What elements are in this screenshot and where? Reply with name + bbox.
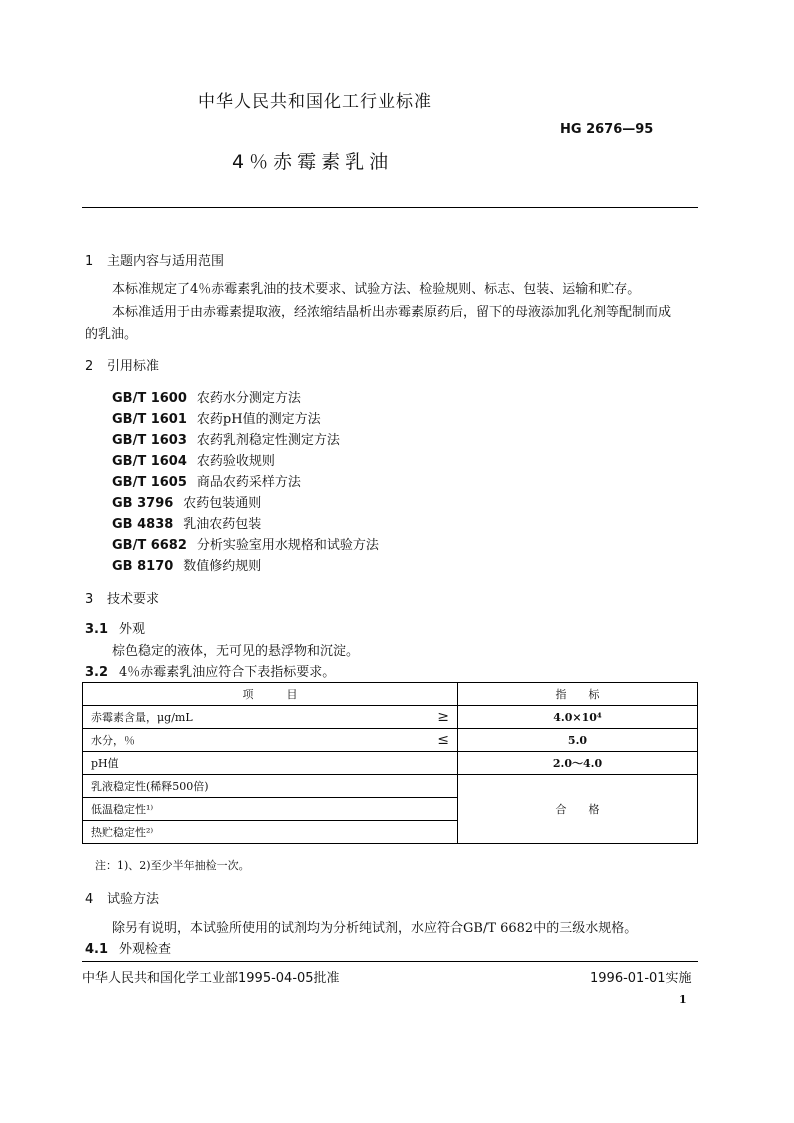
subsection-title: 外观检查: [119, 942, 172, 957]
row-value: 5.0: [458, 729, 698, 752]
section-number: 4: [85, 892, 94, 907]
row-value: 4.0×10⁴: [458, 706, 698, 729]
row-value: 2.0～4.0: [458, 752, 698, 775]
page-number: 1: [679, 993, 687, 1006]
reference-name: 农药验收规则: [196, 454, 275, 469]
reference-item: [112, 408, 321, 427]
subsection-4-1-heading: [85, 938, 171, 957]
subsection-text: 4％赤霉素乳油应符合下表指标要求。: [119, 665, 336, 680]
table-row: [83, 706, 698, 729]
section-number: 2: [85, 359, 94, 374]
reference-name: 农药水分测定方法: [196, 391, 301, 406]
row-item: [83, 821, 458, 844]
row-label: 低温稳定性¹⁾: [91, 803, 154, 816]
reference-name: 乳油农药包装: [183, 517, 262, 532]
reference-code: GB 8170: [112, 559, 174, 574]
reference-name: 分析实验室用水规格和试验方法: [196, 538, 379, 553]
reference-code: GB/T 1605: [112, 475, 187, 490]
table-row: [83, 729, 698, 752]
section-number: 3: [85, 592, 94, 607]
reference-name: 农药包装通则: [183, 496, 262, 511]
issuing-organization: 中华人民共和国化工行业标准: [198, 92, 432, 112]
table-row: [83, 752, 698, 775]
row-label: 赤霉素含量，μg/mL: [91, 711, 193, 724]
row-item: [83, 775, 458, 798]
section-3-heading: [85, 588, 159, 607]
reference-code: GB/T 1601: [112, 412, 187, 427]
reference-name: 数值修约规则: [183, 559, 262, 574]
merged-value: 合 格: [458, 775, 698, 844]
section-number: 1: [85, 254, 94, 269]
row-item: [83, 706, 458, 729]
header-item: 项 目: [83, 683, 458, 706]
reference-code: GB/T 6682: [112, 538, 187, 553]
section-1-heading: [85, 250, 224, 269]
reference-code: GB 4838: [112, 517, 174, 532]
header-index: 指 标: [458, 683, 698, 706]
table-header-row: [83, 683, 698, 706]
reference-item: [112, 513, 261, 532]
section-title: 技术要求: [107, 592, 160, 607]
reference-code: GB/T 1603: [112, 433, 187, 448]
reference-code: GB/T 1600: [112, 391, 187, 406]
subsection-number: 3.1: [85, 622, 109, 637]
reference-code: GB/T 1604: [112, 454, 187, 469]
subsection-3-1-heading: [85, 618, 145, 637]
reference-code: GB 3796: [112, 496, 174, 511]
section-title: 主题内容与适用范围: [107, 254, 225, 269]
reference-item: [112, 429, 340, 448]
reference-item: [112, 492, 261, 511]
section-2-heading: [85, 355, 159, 374]
reference-item: [112, 534, 379, 553]
section-4-heading: [85, 888, 159, 907]
reference-name: 农药pH值的测定方法: [196, 412, 321, 427]
reference-item: [112, 450, 275, 469]
table-row: [83, 775, 698, 798]
row-item: [83, 752, 458, 775]
subsection-number: 4.1: [85, 942, 109, 957]
row-label: pH值: [91, 757, 119, 770]
approval-line: 中华人民共和国化学工业部1995-04-05批准: [82, 971, 340, 986]
section-1-paragraph-2: 本标准适用于由赤霉素提取液，经浓缩结晶析出赤霉素原药后，留下的母液添加乳化剂等配制而成: [112, 305, 672, 320]
document-title: 4％赤霉素乳油: [232, 151, 394, 173]
reference-item: [112, 555, 261, 574]
row-item: [83, 729, 458, 752]
section-1-paragraph-1: 本标准规定了4％赤霉素乳油的技术要求、试验方法、检验规则、标志、包装、运输和贮存。: [112, 282, 641, 297]
header-divider: [82, 207, 698, 208]
footer-divider: [82, 961, 698, 962]
row-item: [83, 798, 458, 821]
comparison-symbol: ≤: [437, 732, 449, 748]
appearance-requirement: 棕色稳定的液体，无可见的悬浮物和沉淀。: [112, 644, 360, 659]
effective-date: 1996-01-01实施: [590, 971, 692, 986]
section-1-paragraph-2-cont: 的乳油。: [85, 327, 138, 342]
row-label: 水分，％: [91, 734, 135, 747]
section-title: 试验方法: [107, 892, 160, 907]
reference-name: 商品农药采样方法: [196, 475, 301, 490]
test-method-text: 除另有说明，本试验所使用的试剂均为分析纯试剂，水应符合GB/T 6682中的三级水规格。: [112, 921, 638, 936]
specification-table: [82, 682, 698, 844]
table-note: 注：1)、2)至少半年抽检一次。: [95, 859, 250, 872]
reference-name: 农药乳剂稳定性测定方法: [196, 433, 340, 448]
subsection-3-2-heading: [85, 661, 335, 680]
row-label: 乳液稳定性(稀释500倍): [91, 780, 209, 793]
row-label: 热贮稳定性²⁾: [91, 826, 154, 839]
subsection-number: 3.2: [85, 665, 109, 680]
reference-item: [112, 387, 301, 406]
reference-item: [112, 471, 301, 490]
section-title: 引用标准: [107, 359, 160, 374]
subsection-title: 外观: [119, 622, 146, 637]
comparison-symbol: ≥: [437, 709, 449, 725]
standard-code: HG 2676—95: [560, 122, 654, 137]
